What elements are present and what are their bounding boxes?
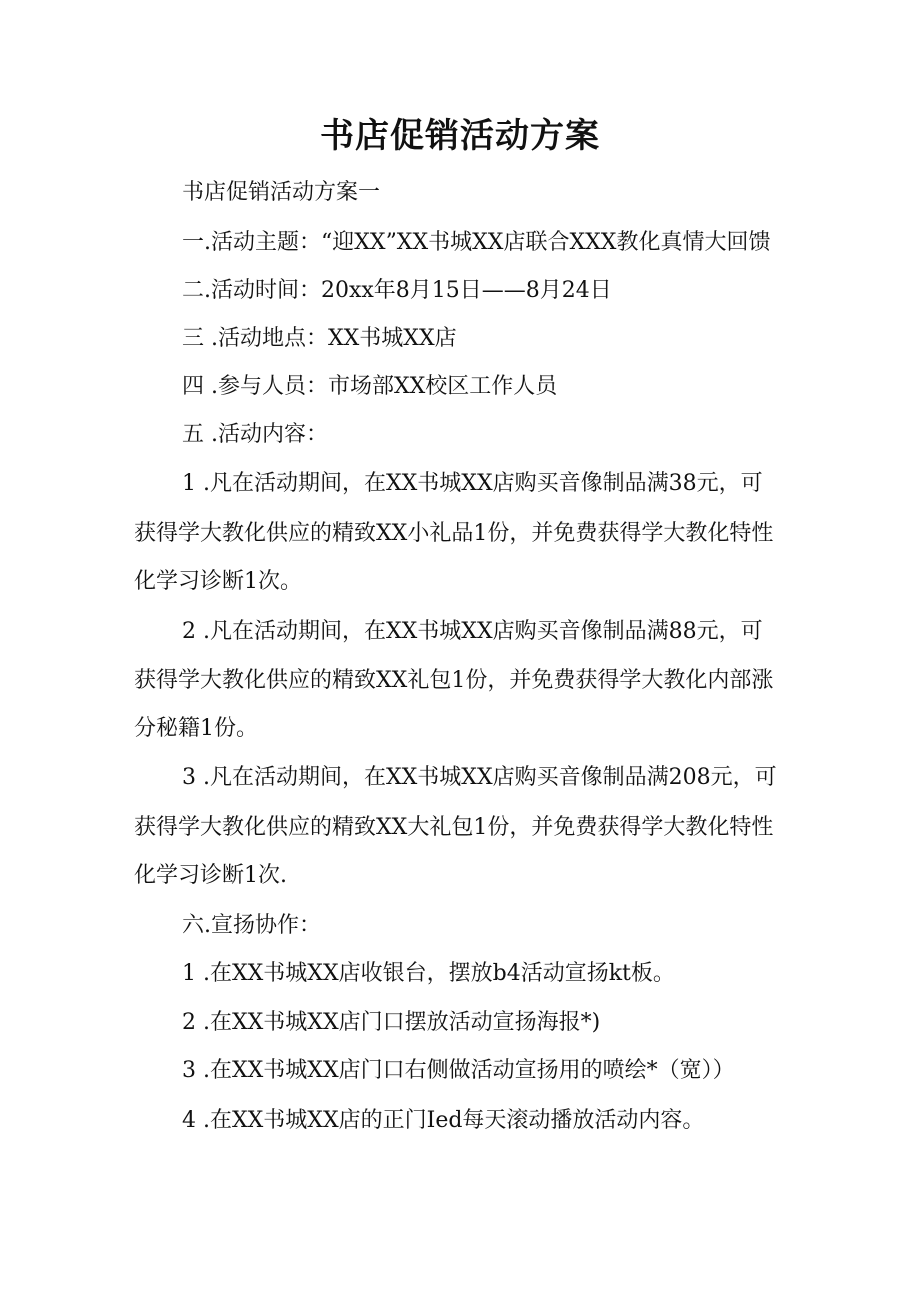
section-promotion: 六.宣扬协作： xyxy=(182,913,321,938)
section-participants: 四 .参与人员：市场部XX校区工作人员 xyxy=(182,374,558,399)
content-item-1-line-3: 化学习诊断1次。 xyxy=(134,569,302,594)
content-item-1-line-1: 1 .凡在活动期间，在XX书城XX店购买音像制品满38元，可 xyxy=(182,471,763,496)
promotion-item-3: 3 .在XX书城XX店门口右侧做活动宣扬用的喷绘*（宽）） xyxy=(182,1058,735,1083)
subtitle: 书店促销活动方案一 xyxy=(182,180,381,205)
document-title: 书店促销活动方案 xyxy=(320,116,600,156)
promotion-item-2: 2 .在XX书城XX店门口摆放活动宣扬海报*) xyxy=(182,1010,601,1035)
content-item-3-line-2: 获得学大教化供应的精致XX大礼包1份，并免费获得学大教化特性 xyxy=(134,815,774,840)
content-item-1-line-2: 获得学大教化供应的精致XX小礼品1份，并免费获得学大教化特性 xyxy=(134,521,774,546)
content-item-3-line-1: 3 .凡在活动期间，在XX书城XX店购买音像制品满208元，可 xyxy=(182,765,777,790)
promotion-item-1: 1 .在XX书城XX店收银台，摆放b4活动宣扬kt板。 xyxy=(182,961,675,986)
content-item-2-line-3: 分秘籍1份。 xyxy=(134,716,258,741)
section-time: 二.活动时间：20xx年8月15日——8月24日 xyxy=(182,278,612,303)
section-location: 三 .活动地点：XX书城XX店 xyxy=(182,326,457,351)
content-item-2-line-1: 2 .凡在活动期间，在XX书城XX店购买音像制品满88元，可 xyxy=(182,619,763,644)
promotion-item-4: 4 .在XX书城XX店的正门Ied每天滚动播放活动内容。 xyxy=(182,1108,705,1133)
section-theme: 一.活动主题：“迎XX”XX书城XX店联合XXX教化真情大回馈 xyxy=(182,230,771,255)
content-item-2-line-2: 获得学大教化供应的精致XX礼包1份，并免费获得学大教化内部涨 xyxy=(134,668,774,693)
content-item-3-line-3: 化学习诊断1次. xyxy=(134,863,287,888)
section-content: 五 .活动内容： xyxy=(182,422,328,447)
